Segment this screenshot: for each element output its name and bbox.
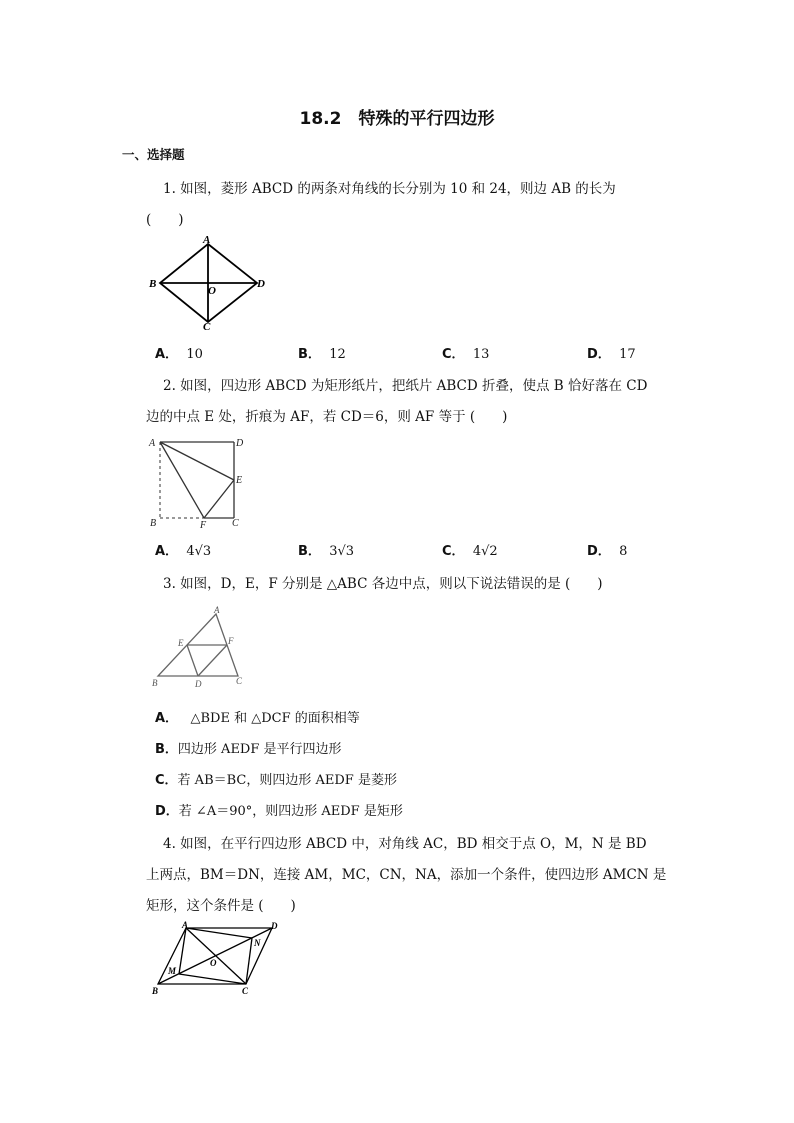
q2-rectangle-figure	[146, 432, 256, 532]
q2-label-b: B	[150, 518, 157, 529]
q3-label-a: A	[214, 605, 220, 615]
q2-label-c: C	[232, 518, 239, 529]
q1-rhombus-figure	[146, 232, 271, 332]
q2-label-a: A	[149, 438, 156, 449]
q4-label-o: O	[210, 958, 217, 968]
q1-option-b[interactable]: B． 12	[298, 347, 346, 362]
q3-option-b[interactable]: B．四边形 AEDF 是平行四边形	[155, 742, 342, 757]
q4-label-m: M	[168, 966, 177, 976]
q1-label-a: A	[203, 234, 211, 246]
q3-option-c[interactable]: C．若 AB＝BC，则四边形 AEDF 是菱形	[155, 773, 397, 788]
q2-stem-line2: 边的中点 E 处，折痕为 AF，若 CD＝6，则 AF 等于 ( )	[146, 409, 508, 425]
q2-stem-line1: 2. 如图，四边形 ABCD 为矩形纸片，把纸片 ABCD 折叠，使点 B 恰好落在 CD	[163, 378, 648, 394]
q4-stem-line3: 矩形，这个条件是 ( )	[146, 898, 296, 914]
q1-label-o: O	[208, 285, 216, 297]
q2-option-d[interactable]: D． 8	[587, 544, 628, 559]
q1-stem-line2: ( )	[146, 212, 184, 228]
q3-stem-line1: 3. 如图，D，E，F 分别是 △ABC 各边中点，则以下说法错误的是 ( )	[163, 576, 603, 592]
q2-label-d: D	[236, 438, 244, 449]
q4-label-b: B	[152, 986, 159, 996]
q4-stem-line2: 上两点，BM＝DN，连接 AM，MC，CN，NA，添加一个条件，使四边形 AMCN 是	[146, 867, 667, 883]
q1-option-c[interactable]: C． 13	[442, 347, 490, 362]
q1-option-d[interactable]: D． 17	[587, 347, 636, 362]
section-heading: 一、选择题	[122, 147, 185, 162]
q3-option-a[interactable]: A． △BDE 和 △DCF 的面积相等	[155, 711, 360, 726]
q2-label-f: F	[200, 520, 207, 531]
q3-option-d[interactable]: D．若 ∠A＝90°，则四边形 AEDF 是矩形	[155, 804, 403, 819]
q3-triangle-figure	[146, 604, 256, 690]
q4-label-n: N	[254, 938, 261, 948]
q3-label-c: C	[236, 676, 243, 686]
q1-label-b: B	[149, 278, 157, 290]
q4-label-c: C	[242, 986, 249, 996]
page-title: 18.2 特殊的平行四边形	[299, 109, 495, 129]
q3-label-e: E	[178, 638, 184, 648]
q3-label-b: B	[152, 678, 158, 688]
q1-label-c: C	[203, 321, 211, 332]
q2-option-c[interactable]: C． 4√2	[442, 544, 498, 559]
q1-option-a[interactable]: A． 10	[155, 347, 203, 362]
q4-label-a: A	[182, 920, 189, 930]
q2-option-a[interactable]: A． 4√3	[155, 544, 212, 559]
q2-label-e: E	[236, 475, 243, 486]
q3-label-d: D	[195, 679, 202, 689]
q4-parallelogram-figure	[146, 920, 286, 998]
q1-label-d: D	[257, 278, 265, 290]
q3-label-f: F	[228, 636, 234, 646]
q2-option-b[interactable]: B． 3√3	[298, 544, 355, 559]
q4-label-d: D	[271, 921, 278, 931]
q4-stem-line1: 4. 如图，在平行四边形 ABCD 中，对角线 AC，BD 相交于点 O，M，N 是 BD	[163, 836, 647, 852]
q1-stem-line1: 1. 如图，菱形 ABCD 的两条对角线的长分别为 10 和 24，则边 AB 的长为	[163, 181, 616, 197]
